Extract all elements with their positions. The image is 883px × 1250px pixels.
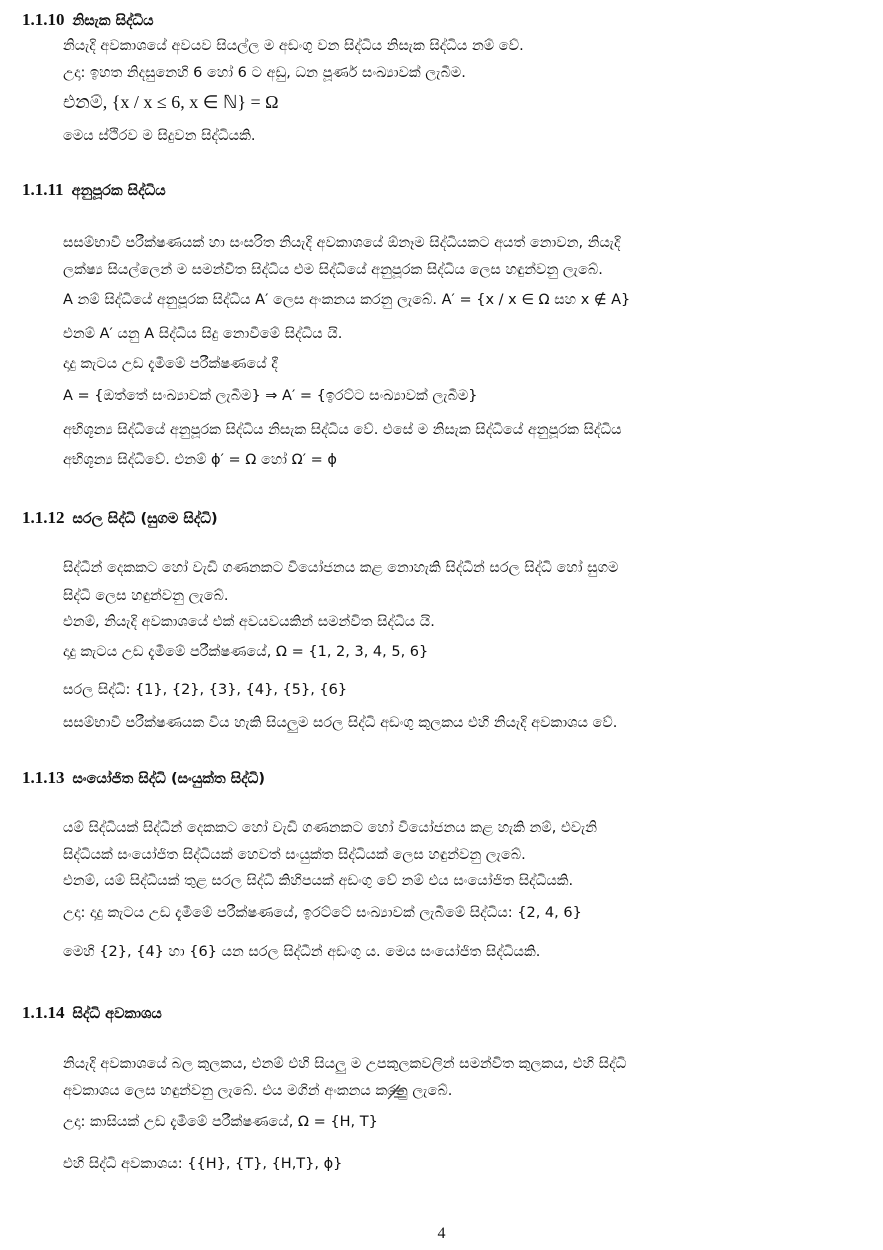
section-number: 1.1.10 [22, 10, 65, 29]
formula-line: උදා: කාසියක් උඩ දැමීමේ පරීක්ෂණයේ, Ω = {H, T} [63, 1114, 378, 1130]
paragraph-line: සසම්භාවී පරීක්ෂණයක විය හැකි සියලුම සරල සිද්ධි අඩංගු කුලකය එහි නියැදි අවකාශය වේ. [63, 715, 618, 731]
paragraph-line: උදා: ඉහත නිදසුනෙහි 6 හෝ 6 ට අඩු, ධන පූර්ණ සංඛ්‍යාවක් ලැබීම. [63, 65, 466, 81]
section-title: අනුපූරක සිද්ධිය [71, 183, 166, 199]
formula-line: දාදු කැටය උඩ දැමීමේ පරීක්ෂණයේ, Ω = {1, 2, 3, 4, 5, 6} [63, 644, 429, 660]
section-title: නිසැක සිද්ධිය [72, 13, 154, 29]
paragraph-line: අභිශූන්‍ය සිද්ධිවේ. එනම් ϕ′ = Ω හෝ Ω′ = ϕ [63, 452, 337, 468]
formula-line: සරල සිද්ධි: {1}, {2}, {3}, {4}, {5}, {6} [63, 682, 348, 698]
event-space-symbol-icon [384, 1081, 408, 1103]
section-number: 1.1.11 [22, 180, 64, 199]
formula-line: A නම් සිද්ධියේ අනුපූරක සිද්ධිය A′ ලෙස අංකනය කරනු ලැබේ. A′ = {x / x ∈ Ω සහ x ∉ A} [63, 292, 631, 308]
paragraph-line: දාදු කැටය උඩ දැමීමේ පරීක්ෂණයේ දී [63, 356, 278, 372]
formula-line: එහි සිද්ධි අවකාශය: {{H}, {T}, {H,T}, ϕ} [63, 1156, 343, 1172]
paragraph-line: යම් සිද්ධියක් සිද්ධීන් දෙකකට හෝ වැඩි ගණනකට හෝ වියෝජනය කළ හැකි නම්, එවැනි [63, 820, 598, 836]
formula-line: එනම්, {x / x ≤ 6, x ∈ ℕ} = Ω [63, 92, 279, 112]
paragraph-line: සිද්ධි ලෙස හඳුන්වනු ලැබේ. [63, 588, 229, 604]
paragraph-line: එනම් A′ යනු A සිද්ධිය සිදු නොවීමේ සිද්ධිය යි. [63, 326, 343, 342]
section-title: සරල සිද්ධි (සුගම සිද්ධි) [72, 511, 218, 527]
section-heading-1-1-12 [22, 508, 218, 528]
formula-line: මෙහි {2}, {4} හා {6} යන සරල සිද්ධීන් අඩංගු ය. මෙය සංයෝජිත සිද්ධියකි. [63, 944, 541, 960]
section-number: 1.1.13 [22, 768, 65, 787]
section-number: 1.1.12 [22, 508, 65, 527]
section-heading-1-1-13 [22, 768, 265, 788]
paragraph-line: නියැදි අවකාශයේ බල කුලකය, එනම් එහි සියලු ම උපකුලකවලින් සමන්විත කුලකය, එහි සිද්ධි [63, 1056, 627, 1072]
section-heading-1-1-10 [22, 10, 154, 30]
paragraph-line: ලක්ෂ්‍ය සියල්ලෙන් ම සමන්විත සිද්ධිය එම සිද්ධියේ අනුපූරක සිද්ධිය ලෙස හඳුන්වනු ලැබේ. [63, 262, 603, 278]
paragraph-line: සිද්ධීන් දෙකකට හෝ වැඩි ගණනකට වියෝජනය කළ නොහැකි සිද්ධීන් සරල සිද්ධි හෝ සුගම [63, 560, 619, 576]
section-heading-1-1-11 [22, 180, 166, 200]
paragraph-line: සසම්භාවී පරීක්ෂණයක් හා සංසරිත නියැදි අවකාශයේ ඕනෑම සිද්ධියකට අයත් නොවන, නියැදි [63, 235, 621, 251]
section-title: සිද්ධි අවකාශය [72, 1006, 162, 1022]
paragraph-line: එනම්, නියැදි අවකාශයේ එක් අවයවයකින් සමන්විත සිද්ධිය යි. [63, 614, 435, 630]
paragraph-line: සිද්ධියක් සංයෝජිත සිද්ධියක් හෙවත් සංයුක්ත සිද්ධියක් ලෙස හඳුන්වනු ලැබේ. [63, 847, 526, 863]
paragraph-line: අවකාශය ලෙස හඳුන්වනු ලැබේ. එය මගින් අංකනය කරනු ලැබේ. [63, 1083, 453, 1099]
section-number: 1.1.14 [22, 1003, 65, 1022]
page-number: 4 [437, 1225, 446, 1242]
paragraph-line: එනම්, යම් සිද්ධියක් තුළ සරල සිද්ධි කිහිපයක් අඩංගු වේ නම් එය සංයෝජිත සිද්ධියකි. [63, 873, 574, 889]
paragraph-line: නියැදි අවකාශයේ අවයව සියල්ල ම අඩංගු වන සිද්ධිය නිසැක සිද්ධිය නම් වේ. [63, 38, 524, 54]
formula-line: A = {ඔත්තේ සංඛ්‍යාවක් ලැබීම} ⇒ A′ = {ඉරට්ට සංඛ්‍යාවක් ලැබීම} [63, 388, 478, 404]
section-title: සංයෝජිත සිද්ධි (සංයුක්ත සිද්ධි) [72, 771, 265, 787]
paragraph-line: අභිශූන්‍ය සිද්ධියේ අනුපූරක සිද්ධිය නිසැක සිද්ධිය වේ. එසේ ම නිසැක සිද්ධියේ අනුපූරක සිද්ධිය [63, 422, 622, 438]
section-heading-1-1-14 [22, 1003, 162, 1023]
paragraph-line: මෙය ස්ථිරව ම සිදුවන සිද්ධියකි. [63, 128, 256, 144]
formula-line: උදා: දාදු කැටය උඩ දැමීමේ පරීක්ෂණයේ, ඉරට්ටේ සංඛ්‍යාවක් ලැබීමේ සිද්ධිය: {2, 4, 6} [63, 905, 582, 921]
